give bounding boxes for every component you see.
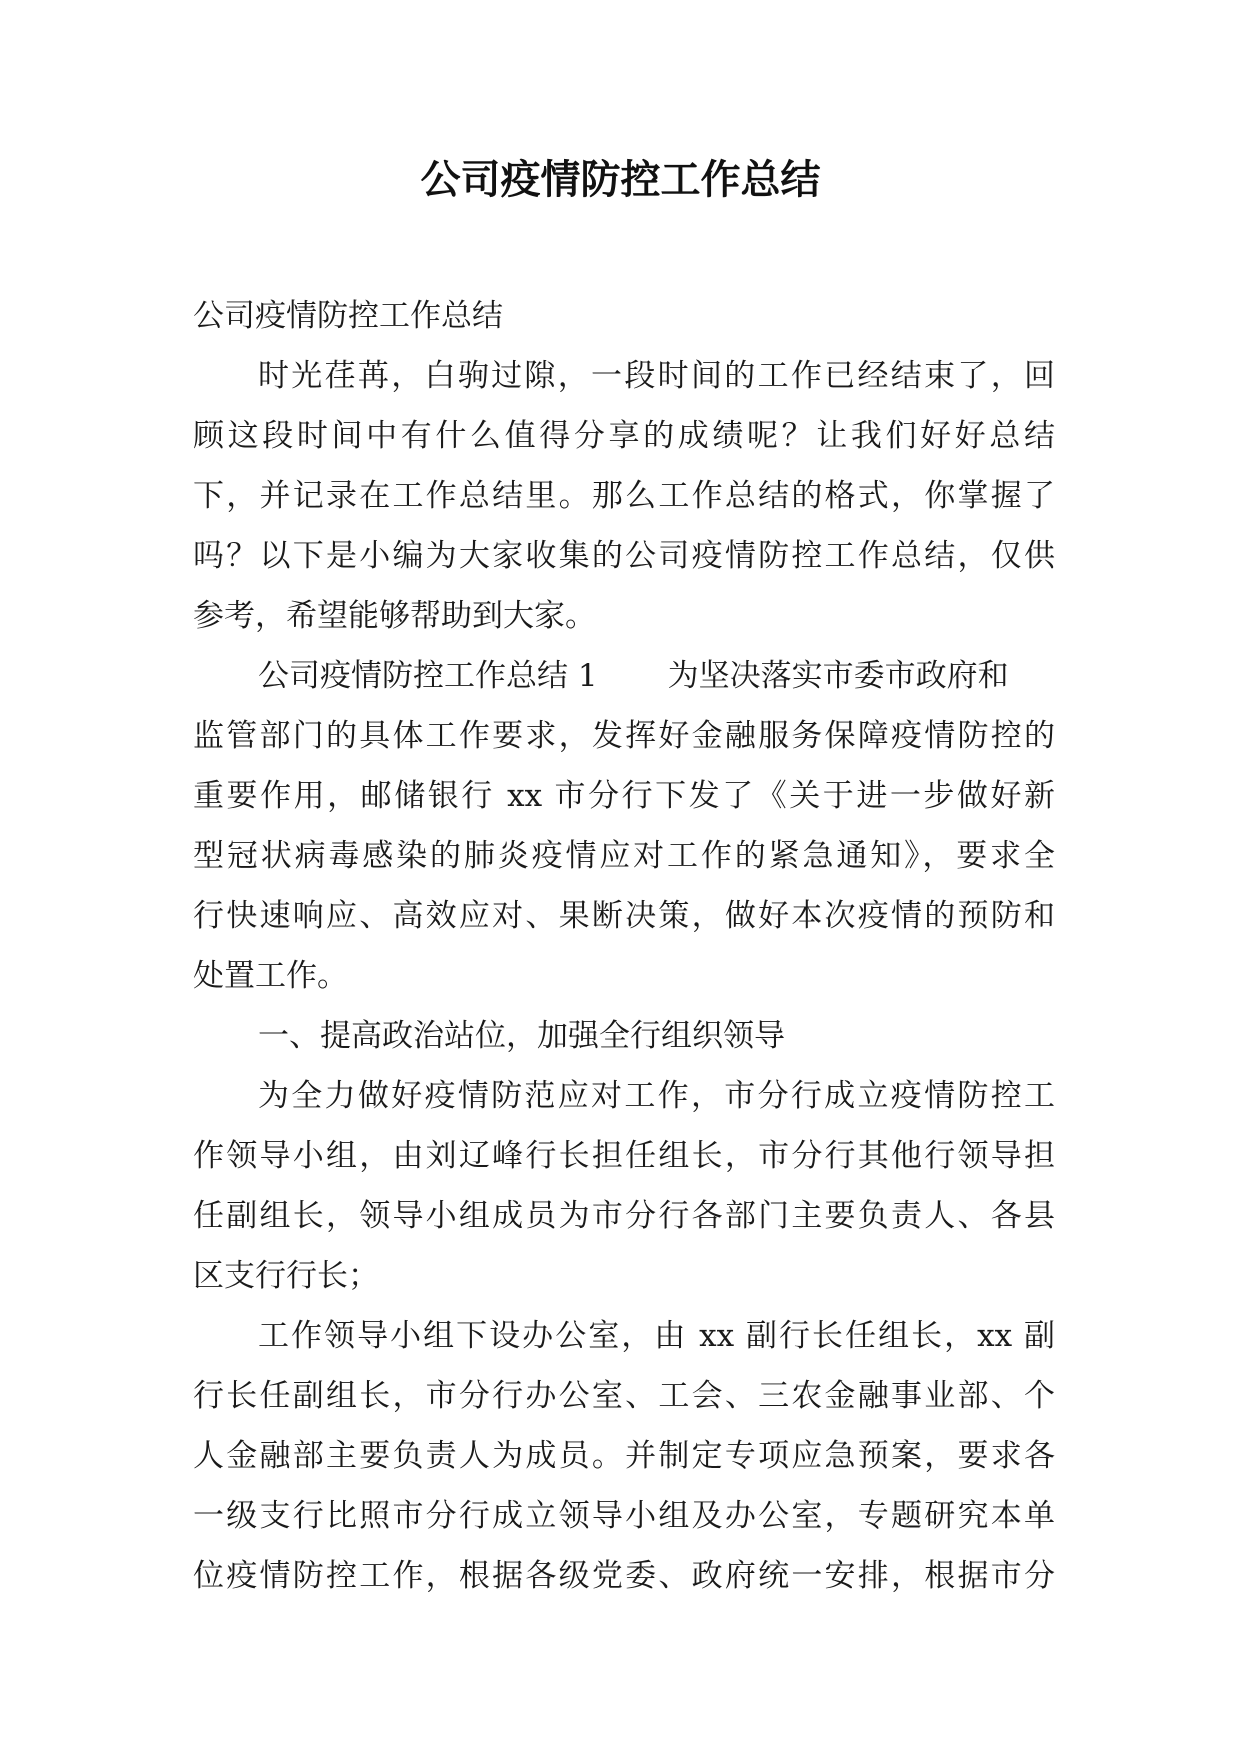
intro-line: 顾这段时间中有什么值得分享的成绩呢？让我们好好总结 xyxy=(193,418,1055,454)
intro-line: 下，并记录在工作总结里。那么工作总结的格式，你掌握了 xyxy=(193,478,1055,514)
office-line: 行长任副组长，市分行办公室、工会、三农金融事业部、个 xyxy=(193,1378,1055,1414)
office-line: 工作领导小组下设办公室，由 xx 副行长任组长，xx 副 xyxy=(258,1318,1055,1354)
section1-heading: 公司疫情防控工作总结 1 xyxy=(258,658,598,694)
intro-line: 参考，希望能够帮助到大家。 xyxy=(193,598,596,634)
document-title: 公司疫情防控工作总结 xyxy=(420,157,821,203)
section1-line: 行快速响应、高效应对、果断决策，做好本次疫情的预防和 xyxy=(193,898,1055,934)
intro-line: 吗？以下是小编为大家收集的公司疫情防控工作总结，仅供 xyxy=(193,538,1055,574)
office-line: 一级支行比照市分行成立领导小组及办公室，专题研究本单 xyxy=(193,1498,1055,1534)
office-line: 人金融部主要负责人为成员。并制定专项应急预案，要求各 xyxy=(193,1438,1055,1474)
office-line: 位疫情防控工作，根据各级党委、政府统一安排，根据市分 xyxy=(193,1558,1055,1594)
leadership-line: 区支行行长； xyxy=(193,1258,379,1294)
section1-line: 监管部门的具体工作要求，发挥好金融服务保障疫情防控的 xyxy=(193,718,1055,754)
section1-line: 处置工作。 xyxy=(193,958,348,994)
document-body xyxy=(193,286,1055,1606)
leadership-line: 作领导小组，由刘辽峰行长担任组长，市分行其他行领导担 xyxy=(193,1138,1055,1174)
section1-line: 型冠状病毒感染的肺炎疫情应对工作的紧急通知》，要求全 xyxy=(193,838,1055,874)
document-subtitle: 公司疫情防控工作总结 xyxy=(193,298,503,334)
point1-heading: 一、提高政治站位，加强全行组织领导 xyxy=(258,1018,785,1054)
section1-first-line xyxy=(193,646,1055,706)
leadership-line: 任副组长，领导小组成员为市分行各部门主要负责人、各县 xyxy=(193,1198,1055,1234)
section1-lead: 为坚决落实市委市政府和 xyxy=(667,658,1009,694)
leadership-line: 为全力做好疫情防范应对工作，市分行成立疫情防控工 xyxy=(258,1078,1055,1114)
intro-line: 时光荏苒，白驹过隙，一段时间的工作已经结束了，回 xyxy=(258,358,1055,394)
section1-line: 重要作用，邮储银行 xx 市分行下发了《关于进一步做好新 xyxy=(193,778,1055,814)
